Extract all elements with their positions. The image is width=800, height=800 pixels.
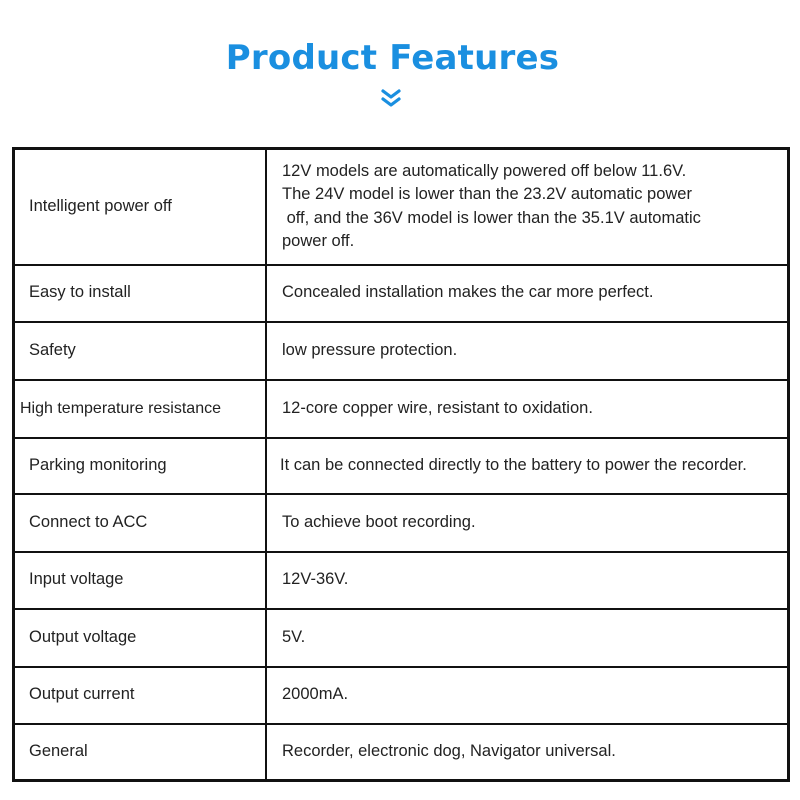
feature-name: Input voltage: [14, 552, 267, 609]
description-line: To achieve boot recording.: [282, 512, 476, 531]
feature-description: [266, 724, 789, 781]
description-line: 12V models are automatically powered off below 11.6V.: [282, 161, 687, 180]
feature-description: [266, 609, 789, 667]
description-line: It can be connected directly to the battery to power the recorder.: [280, 455, 747, 474]
double-chevron-down-icon: [380, 88, 402, 108]
feature-description: [266, 265, 789, 322]
feature-name: Output voltage: [14, 609, 267, 667]
description-line: 2000mA.: [282, 685, 349, 704]
table-row: [14, 265, 789, 322]
description-line: power off.: [282, 232, 355, 251]
feature-description: [266, 667, 789, 724]
feature-name: High temperature resistance: [14, 380, 267, 438]
feature-name: Parking monitoring: [14, 438, 267, 494]
description-line: The 24V model is lower than the 23.2V automatic power: [282, 185, 692, 204]
features-table: [12, 147, 790, 782]
feature-description: [266, 380, 789, 438]
header: [0, 0, 800, 140]
feature-name: Easy to install: [14, 265, 267, 322]
description-line: 5V.: [282, 627, 306, 646]
feature-description: [266, 494, 789, 552]
feature-name: Safety: [14, 322, 267, 380]
feature-name: Output current: [14, 667, 267, 724]
feature-name: Intelligent power off: [14, 149, 267, 265]
table-row: [14, 149, 789, 265]
table-row: [14, 322, 789, 380]
feature-description: [266, 322, 789, 380]
description-line: Concealed installation makes the car more perfect.: [282, 283, 654, 302]
table-row: [14, 552, 789, 609]
feature-name: General: [14, 724, 267, 781]
table-row: [14, 667, 789, 724]
table-row: [14, 609, 789, 667]
feature-description: [266, 438, 789, 494]
description-line: off, and the 36V model is lower than the 35.1V automatic: [282, 208, 701, 227]
table-row: [14, 438, 789, 494]
page-title: Product Features: [225, 38, 560, 78]
table-row: [14, 380, 789, 438]
description-line: 12-core copper wire, resistant to oxidation.: [282, 398, 593, 417]
description-line: Recorder, electronic dog, Navigator universal.: [282, 742, 616, 760]
table-row: [14, 724, 789, 781]
description-line: low pressure protection.: [282, 340, 458, 359]
feature-description: [266, 552, 789, 609]
table-row: [14, 494, 789, 552]
feature-name: Connect to ACC: [14, 494, 267, 552]
feature-description: [266, 149, 789, 265]
description-line: 12V-36V.: [282, 570, 349, 589]
